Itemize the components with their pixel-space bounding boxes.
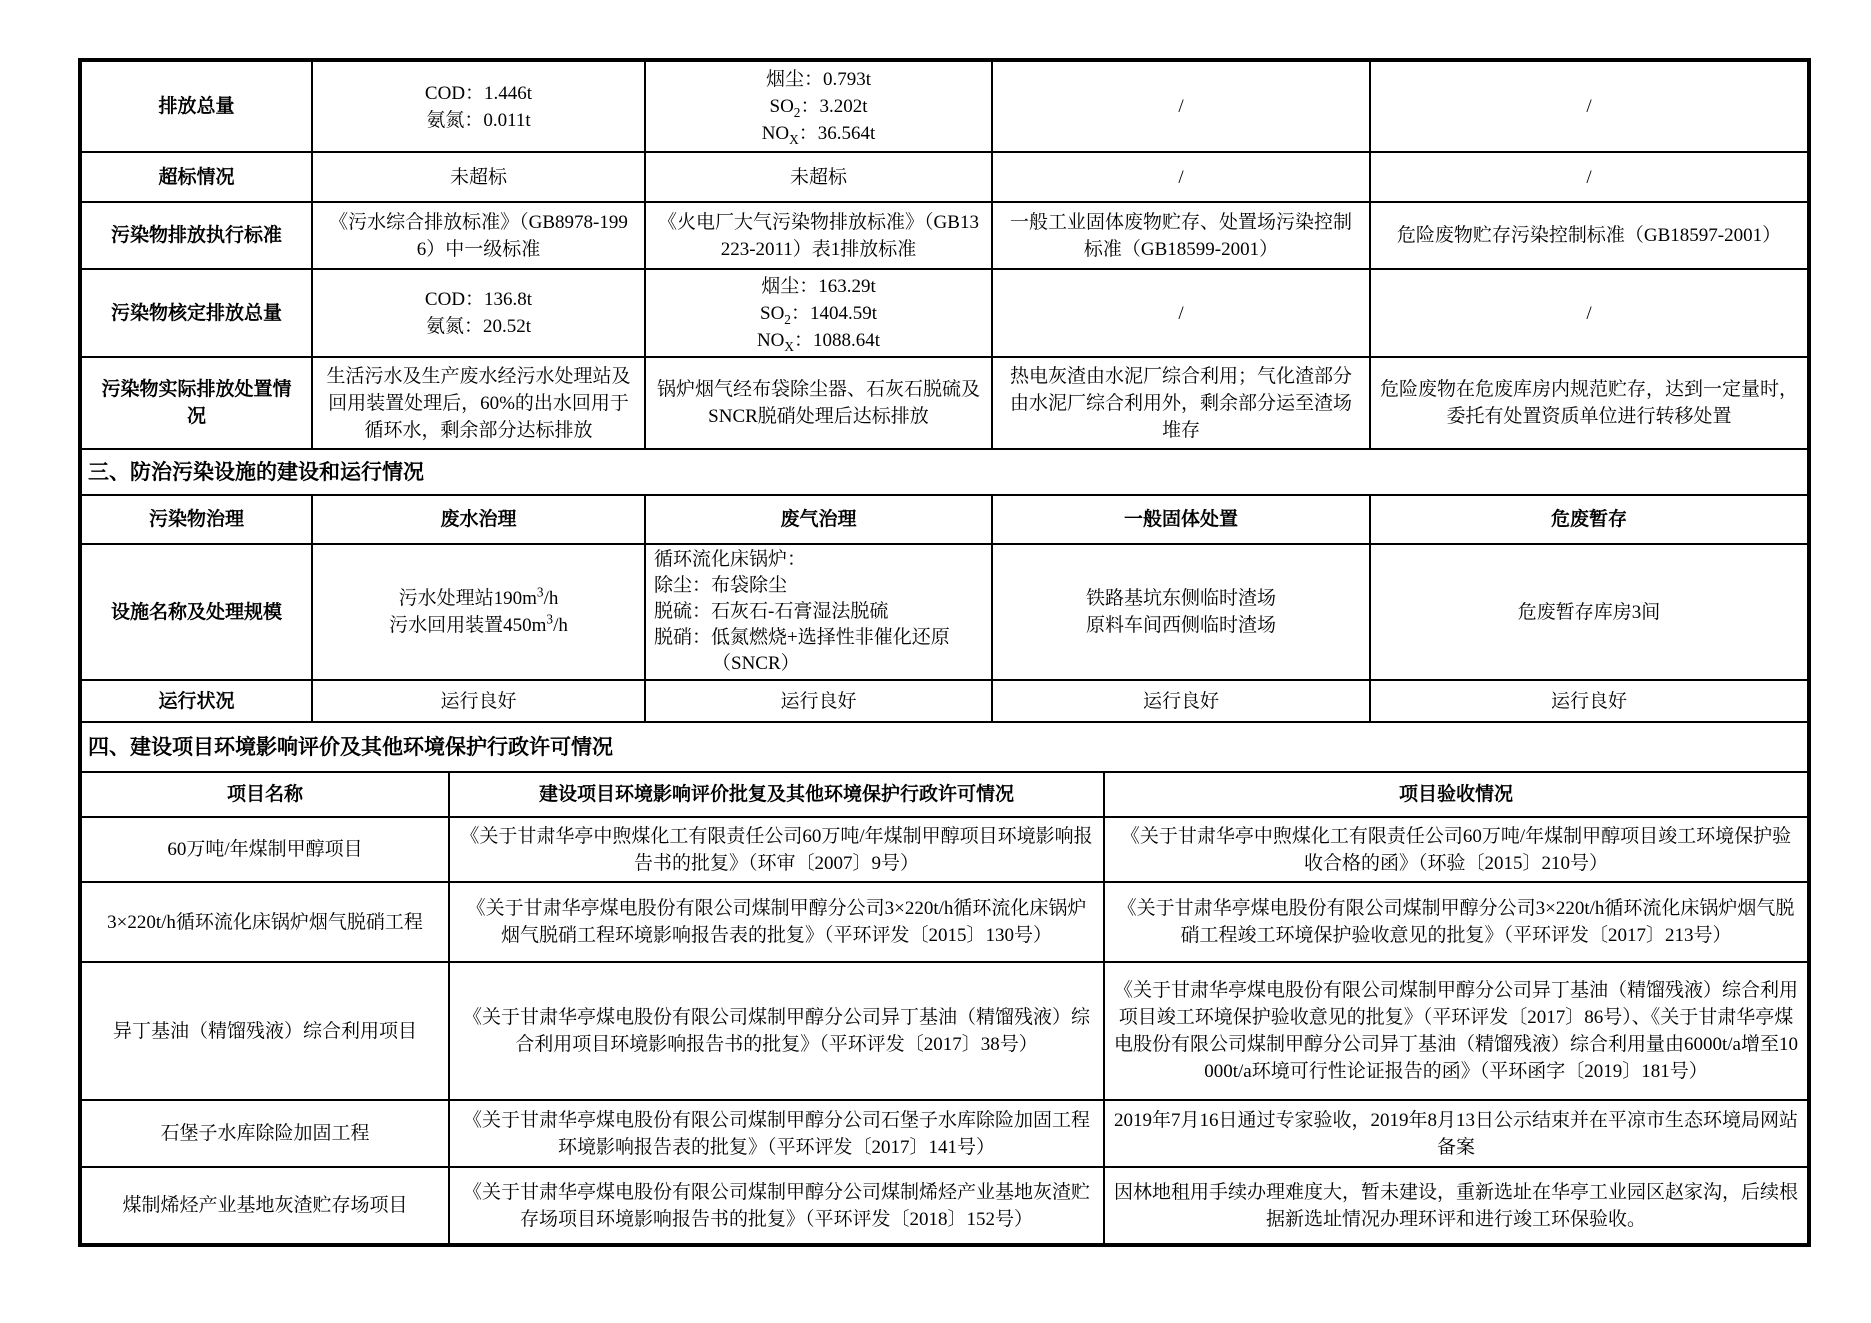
cell-disposal-wastegas xyxy=(645,357,992,449)
cell-total-wastewater xyxy=(312,60,645,152)
exceedance-value: 未超标 xyxy=(789,166,847,188)
cell-acceptance xyxy=(1104,882,1809,962)
status-value: 运行良好 xyxy=(440,690,517,712)
table-row xyxy=(80,495,1809,544)
cell-status-hazard xyxy=(1370,680,1809,722)
cell-approved-solid xyxy=(992,269,1370,357)
cell-acceptance xyxy=(1104,817,1809,882)
cell-status-wastegas xyxy=(645,680,992,722)
slash-placeholder: / xyxy=(1178,96,1184,117)
row-label-text: 设施名称及处理规模 xyxy=(110,601,282,623)
header-hazard-storage: 危废暂存 xyxy=(1370,495,1809,544)
row-label-facility-scale xyxy=(80,544,312,680)
status-value: 运行良好 xyxy=(1550,690,1627,712)
slash-placeholder: / xyxy=(1178,302,1184,324)
cell-status-solid xyxy=(992,680,1370,722)
cell-standard-solid xyxy=(992,202,1370,269)
project-name-text: 煤制烯烃产业基地灰渣贮存场项目 xyxy=(122,1195,408,1216)
cell-eia-approval xyxy=(449,817,1104,882)
so2-value: $SO_2$：3.202t xyxy=(769,96,868,120)
disposal-text: 锅炉烟气经布袋除尘器、石灰石脱硫及SNCR脱硝处理后达标排放 xyxy=(656,379,980,427)
header-acceptance: 项目验收情况 xyxy=(1104,772,1809,817)
project-name-text: 异丁基油（精馏残液）综合利用项目 xyxy=(112,1020,417,1042)
cell-standard-wastewater xyxy=(312,202,645,269)
table-row xyxy=(80,680,1809,722)
cell-total-solid xyxy=(992,60,1370,152)
cell-acceptance xyxy=(1104,962,1809,1100)
acceptance-text: 《关于甘肃华亭煤电股份有限公司煤制甲醇分公司异丁基油（精馏残液）综合利用项目竣工环境保护验收意见的批复》（平环评发〔2017〕86号）、《关于甘肃华亭煤电股份有限公司煤制甲醇分公司异丁基油（精馏残液）综合利用量由6000t/a增至10000t/a环境可行性论证报告的函》（平环函字〔2019〕181号） xyxy=(1113,980,1798,1082)
nox-value: $NO_X$：36.564t xyxy=(761,123,876,147)
table-row xyxy=(80,1167,1809,1245)
row-label-text: 污染物核定排放总量 xyxy=(110,302,282,324)
cell-facility-wastewater xyxy=(312,544,645,680)
table-row xyxy=(80,962,1809,1100)
cod-value: COD：1.446t xyxy=(424,82,533,104)
table-row xyxy=(80,152,1809,202)
cell-acceptance xyxy=(1104,1100,1809,1167)
acceptance-text: 因林地租用手续办理难度大，暂未建设，重新选址在华亭工业园区赵家沟，后续根据新选址情况办理环评和进行竣工环保验收。 xyxy=(1113,1181,1798,1230)
ammonia-value: 氨氮：0.011t xyxy=(426,109,531,131)
cell-eia-approval xyxy=(449,1167,1104,1245)
cell-standard-wastegas xyxy=(645,202,992,269)
acceptance-text: 《关于甘肃华亭中煦煤化工有限责任公司60万吨/年煤制甲醇项目竣工环境保护验收合格的函》（环验〔2015〕210号） xyxy=(1120,825,1792,874)
row-label-total-emission xyxy=(80,60,312,152)
row-label-approved-total xyxy=(80,269,312,357)
disposal-text: 生活污水及生产废水经污水处理站及回用装置处理后，60%的出水回用于循环水，剩余部分达标排放 xyxy=(326,365,631,441)
slash-placeholder: / xyxy=(1586,166,1592,188)
acceptance-text: 《关于甘肃华亭煤电股份有限公司煤制甲醇分公司3×220t/h循环流化床锅炉烟气脱硝工程竣工环境保护验收意见的批复》（平环评发〔2017〕213号） xyxy=(1117,898,1795,946)
row-label-text: 污染物实际排放处置情况 xyxy=(101,379,292,427)
header-wastewater-treatment: 废水治理 xyxy=(312,495,645,544)
denitration-method: 脱硝：低氮燃烧+选择性非催化还原 xyxy=(654,627,950,648)
cell-project-name xyxy=(80,1100,449,1167)
row-label-standards xyxy=(80,202,312,269)
dust-value: 烟尘：0.793t xyxy=(765,69,872,90)
ammonia-value: 氨氮：20.52t xyxy=(425,316,532,337)
cell-standard-hazard xyxy=(1370,202,1809,269)
approval-text: 《关于甘肃华亭煤电股份有限公司煤制甲醇分公司异丁基油（精馏残液）综合利用项目环境影响报告书的批复》（平环评发〔2017〕38号） xyxy=(462,1007,1090,1055)
approval-text: 《关于甘肃华亭中煦煤化工有限责任公司60万吨/年煤制甲醇项目环境影响报告书的批复》（环审〔2007〕9号） xyxy=(460,825,1093,874)
slash-placeholder: / xyxy=(1178,166,1184,188)
table-row xyxy=(80,60,1809,152)
table-row xyxy=(80,772,1809,817)
cell-exceedance-wastegas xyxy=(645,152,992,202)
header-eia-approval: 建设项目环境影响评价批复及其他环境保护行政许可情况 xyxy=(449,772,1104,817)
document-page xyxy=(78,58,1807,1247)
header-pollution-control: 污染物治理 xyxy=(80,495,312,544)
cell-exceedance-hazard xyxy=(1370,152,1809,202)
approval-text: 《关于甘肃华亭煤电股份有限公司煤制甲醇分公司石堡子水库除险加固工程环境影响报告表的批复》（平环评发〔2017〕141号） xyxy=(462,1109,1090,1158)
table-row xyxy=(80,449,1809,495)
dust-value: 烟尘：163.29t xyxy=(761,275,876,297)
cell-approved-wastegas xyxy=(645,269,992,357)
dedusting-method: 除尘：布袋除尘 xyxy=(654,575,788,596)
nox-value: $NO_X$：1088.64t xyxy=(756,329,881,354)
project-name-text: 60万吨/年煤制甲醇项目 xyxy=(167,839,363,860)
row-label-text: 污染物排放执行标准 xyxy=(110,225,282,246)
cell-approved-wastewater xyxy=(312,269,645,357)
standard-text: 《污水综合排放标准》（GB8978-1996）中一级标准 xyxy=(329,211,628,260)
approval-text: 《关于甘肃华亭煤电股份有限公司煤制甲醇分公司3×220t/h循环流化床锅炉烟气脱硝工程环境影响报告表的批复》（平环评发〔2015〕130号） xyxy=(466,898,1087,946)
cell-project-name xyxy=(80,817,449,882)
cell-facility-hazard xyxy=(1370,544,1809,680)
table-row xyxy=(80,357,1809,449)
row-label-exceedance xyxy=(80,152,312,202)
cell-approved-hazard xyxy=(1370,269,1809,357)
cell-facility-solid xyxy=(992,544,1370,680)
slag-site-east: 铁路基坑东侧临时渣场 xyxy=(1085,588,1276,609)
standard-text: 危险废物贮存污染控制标准（GB18597-2001） xyxy=(1396,225,1782,246)
section3-title: 三、防治污染设施的建设和运行情况 xyxy=(80,449,1809,495)
table-row xyxy=(80,882,1809,962)
row-label-text: 运行状况 xyxy=(158,690,235,712)
project-name-text: 石堡子水库除险加固工程 xyxy=(160,1123,370,1144)
slash-placeholder: / xyxy=(1586,302,1592,324)
status-value: 运行良好 xyxy=(1142,690,1219,712)
cell-acceptance xyxy=(1104,1167,1809,1245)
header-solid-disposal: 一般固体处置 xyxy=(992,495,1370,544)
row-label-operation-status xyxy=(80,680,312,722)
cell-exceedance-wastewater xyxy=(312,152,645,202)
reuse-device-capacity: 污水回用装置$450m^3/h$ xyxy=(389,611,568,636)
sewage-station-capacity: 污水处理站$190m^3/h$ xyxy=(398,584,559,609)
cell-disposal-solid xyxy=(992,357,1370,449)
cell-status-wastewater xyxy=(312,680,645,722)
table-row xyxy=(80,544,1809,680)
row-label-text: 超标情况 xyxy=(158,166,235,188)
environmental-disclosure-table xyxy=(78,58,1811,1247)
so2-value: $SO_2$：1404.59t xyxy=(760,302,877,327)
standard-text: 一般工业固体废物贮存、处置场污染控制标准（GB18599-2001） xyxy=(1009,211,1352,260)
desulfurization-method: 脱硫：石灰石-石膏湿法脱硫 xyxy=(654,601,889,622)
cell-facility-wastegas xyxy=(645,544,992,680)
cell-project-name xyxy=(80,962,449,1100)
exceedance-value: 未超标 xyxy=(449,166,507,188)
cell-eia-approval xyxy=(449,962,1104,1100)
cell-total-hazard xyxy=(1370,60,1809,152)
row-label-actual-disposal xyxy=(80,357,312,449)
boiler-type: 循环流化床锅炉： xyxy=(654,549,807,570)
cell-disposal-hazard xyxy=(1370,357,1809,449)
slag-site-west: 原料车间西侧临时渣场 xyxy=(1085,615,1276,636)
table-row xyxy=(80,1100,1809,1167)
cell-eia-approval xyxy=(449,882,1104,962)
cell-project-name xyxy=(80,1167,449,1245)
table-row xyxy=(80,269,1809,357)
denitration-method-cont: （SNCR） xyxy=(712,653,800,674)
header-wastegas-treatment: 废气治理 xyxy=(645,495,992,544)
hazard-warehouse: 危废暂存库房3间 xyxy=(1517,601,1661,623)
cell-eia-approval xyxy=(449,1100,1104,1167)
approval-text: 《关于甘肃华亭煤电股份有限公司煤制甲醇分公司煤制烯烃产业基地灰渣贮存场项目环境影响报告书的批复》（平环评发〔2018〕152号） xyxy=(462,1181,1090,1230)
standard-text: 《火电厂大气污染物排放标准》（GB13223-2011）表1排放标准 xyxy=(658,211,979,260)
cell-total-wastegas xyxy=(645,60,992,152)
row-label-text: 排放总量 xyxy=(158,96,235,117)
acceptance-text: 2019年7月16日通过专家验收，2019年8月13日公示结束并在平凉市生态环境局网站备案 xyxy=(1113,1109,1798,1158)
cod-value: COD：136.8t xyxy=(424,289,533,310)
cell-exceedance-solid xyxy=(992,152,1370,202)
table-row xyxy=(80,817,1809,882)
header-project-name: 项目名称 xyxy=(80,772,449,817)
disposal-text: 危险废物在危废库房内规范贮存，达到一定量时，委托有处置资质单位进行转移处置 xyxy=(1379,379,1798,427)
cell-project-name xyxy=(80,882,449,962)
slash-placeholder: / xyxy=(1586,96,1592,117)
cell-disposal-wastewater xyxy=(312,357,645,449)
status-value: 运行良好 xyxy=(780,690,857,712)
disposal-text: 热电灰渣由水泥厂综合利用；气化渣部分由水泥厂综合利用外，剩余部分运至渣场堆存 xyxy=(1009,365,1352,441)
table-row xyxy=(80,722,1809,772)
section4-title: 四、建设项目环境影响评价及其他环境保护行政许可情况 xyxy=(80,722,1809,772)
project-name-text: 3×220t/h循环流化床锅炉烟气脱硝工程 xyxy=(107,911,423,933)
table-row xyxy=(80,202,1809,269)
